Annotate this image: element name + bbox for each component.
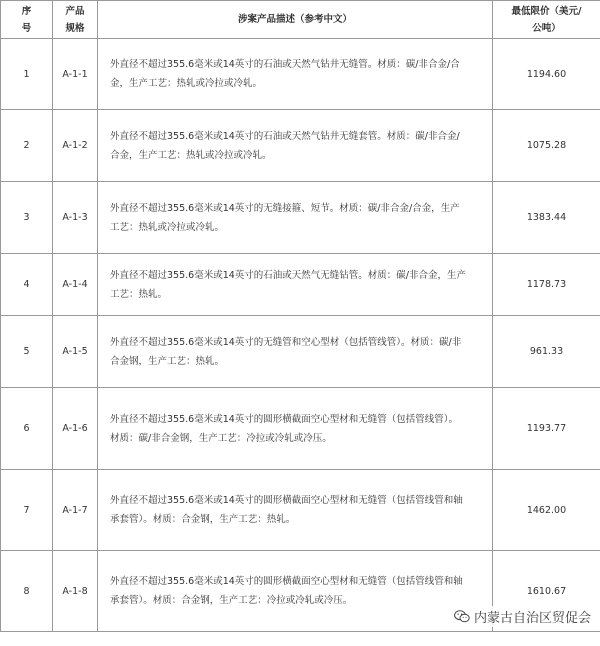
row-description: 外直径不超过355.6毫米或14英寸的圆形横截面空心型材和无缝管（包括管线管和轴 承套管）。材质：合金钢，生产工艺：冷拉或冷轧或冷压。 (98, 551, 493, 632)
header-code: 产品 规格 (53, 1, 98, 39)
row-description: 外直径不超过355.6毫米或14英寸的圆形横截面空心型材和无缝管（包括管线管和轴 承套管）。材质：合金钢，生产工艺：热轧。 (98, 470, 493, 551)
row-min-price: 1462.00 (493, 470, 600, 551)
row-code: A-1-3 (53, 182, 98, 254)
row-code: A-1-5 (53, 316, 98, 388)
table-row (1, 182, 600, 254)
row-no: 8 (1, 551, 53, 632)
row-no: 4 (1, 254, 53, 316)
row-description: 外直径不超过355.6毫米或14英寸的无缝管和空心型材（包括管线管）。材质：碳/非 合金钢，生产工艺：热轧。 (98, 316, 493, 388)
row-description: 外直径不超过355.6毫米或14英寸的圆形横截面空心型材和无缝管（包括管线管）。 材质：碳/非合金钢，生产工艺：冷拉或冷轧或冷压。 (98, 388, 493, 470)
row-min-price: 1075.28 (493, 110, 600, 182)
watermark (451, 606, 594, 627)
row-description: 外直径不超过355.6毫米或14英寸的石油或天然气钻井无缝管。材质：碳/非合金/合 金，生产工艺：热轧或冷拉或冷轧。 (98, 39, 493, 110)
row-code: A-1-6 (53, 388, 98, 470)
row-min-price: 961.33 (493, 316, 600, 388)
table-row (1, 316, 600, 388)
row-code: A-1-7 (53, 470, 98, 551)
table-row (1, 470, 600, 551)
row-no: 1 (1, 39, 53, 110)
row-no: 5 (1, 316, 53, 388)
row-code: A-1-1 (53, 39, 98, 110)
table-row (1, 110, 600, 182)
table-header-row (1, 1, 600, 39)
table-body (1, 39, 600, 632)
row-description: 外直径不超过355.6毫米或14英寸的石油或天然气无缝钻管。材质：碳/非合金，生产 工艺：热轧。 (98, 254, 493, 316)
row-no: 3 (1, 182, 53, 254)
row-description: 外直径不超过355.6毫米或14英寸的石油或天然气钻井无缝套管。材质：碳/非合金/ 合金，生产工艺：热轧或冷拉或冷轧。 (98, 110, 493, 182)
row-no: 2 (1, 110, 53, 182)
table-row (1, 39, 600, 110)
row-description: 外直径不超过355.6毫米或14英寸的无缝接箍、短节。材质：碳/非合金/合金，生产 工艺：热轧或冷拉或冷轧。 (98, 182, 493, 254)
wechat-icon (454, 610, 470, 623)
header-no: 序 号 (1, 1, 53, 39)
header-desc: 涉案产品描述（参考中文） (98, 1, 493, 39)
watermark-text: 内蒙古自治区贸促会 (473, 611, 591, 626)
row-min-price: 1194.60 (493, 39, 600, 110)
row-code: A-1-2 (53, 110, 98, 182)
row-min-price: 1178.73 (493, 254, 600, 316)
header-price: 最低限价（美元/ 公吨） (493, 1, 600, 39)
table-row (1, 254, 600, 316)
row-min-price: 1383.44 (493, 182, 600, 254)
table-row (1, 388, 600, 470)
row-code: A-1-4 (53, 254, 98, 316)
row-min-price: 1610.67 (493, 551, 600, 632)
row-min-price: 1193.77 (493, 388, 600, 470)
row-no: 6 (1, 388, 53, 470)
row-no: 7 (1, 470, 53, 551)
row-code: A-1-8 (53, 551, 98, 632)
